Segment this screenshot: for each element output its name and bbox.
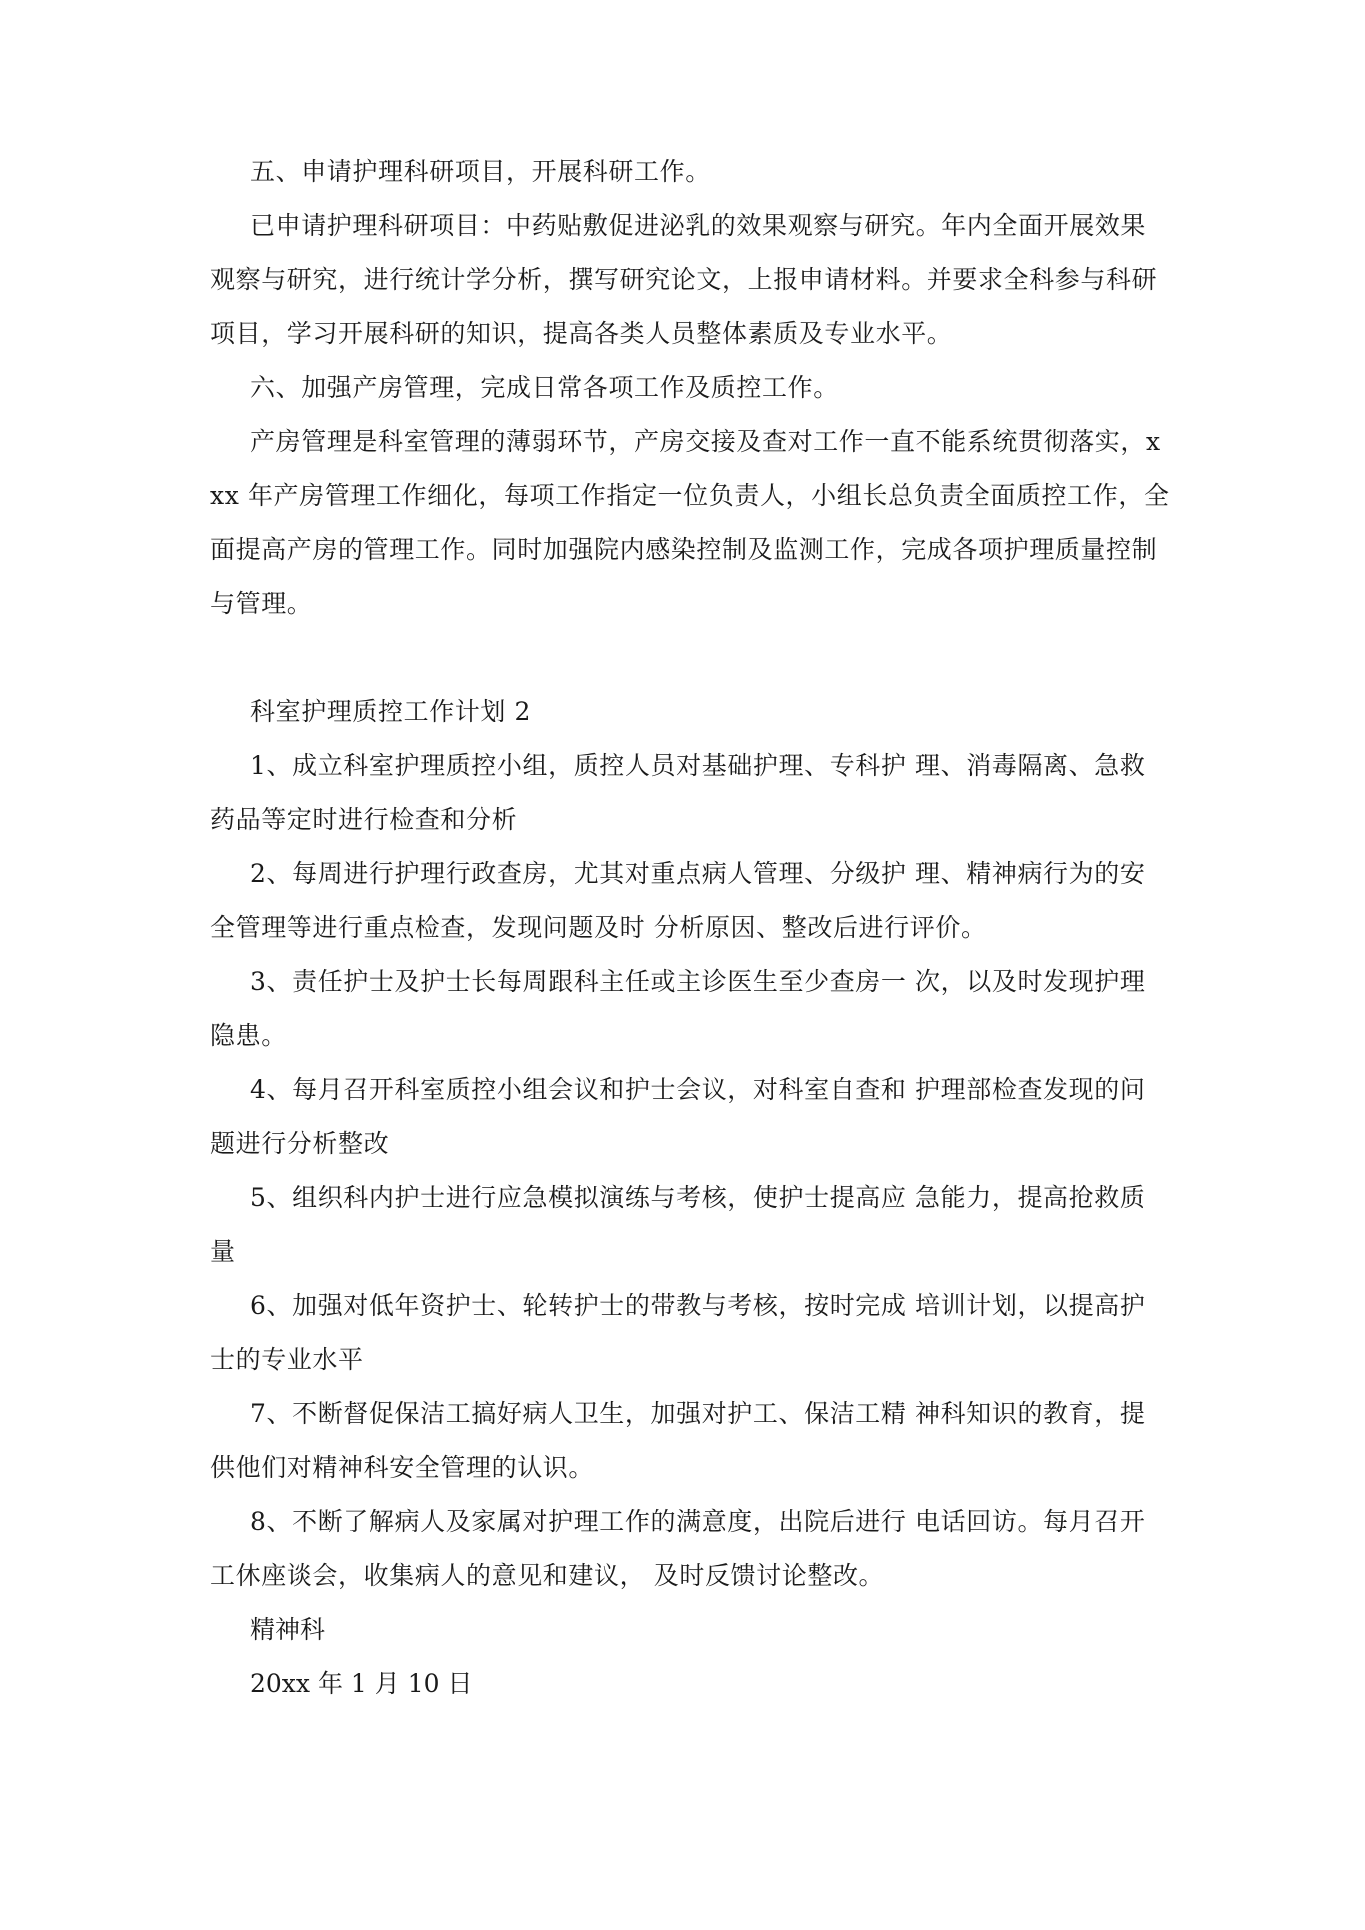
paragraph-research: 已申请护理科研项目：中药贴敷促进泌乳的效果观察与研究。年内全面开展效果观察与研究，进行统计学分析，撰写研究论文，上报申请材料。并要求全科参与科研项目，学习开展科研的知识，提高各类人员整体素质及专业水平。 xyxy=(210,211,1158,348)
paragraph-delivery-room: 产房管理是科室管理的薄弱环节，产房交接及查对工作一直不能系统贯彻落实，xxx 年产房管理工作细化，每项工作指定一位负责人，小组长总负责全面质控工作，全面提高产房的管理工作。同时加强院内感染控制及监测工作，完成各项护理质量控制与管理。 xyxy=(210,427,1170,618)
plan-item-3: 3、责任护士及护士长每周跟科主任或主诊医生至少查房一 次，以及时发现护理隐患。 xyxy=(210,967,1146,1050)
section-heading-5: 五、申请护理科研项目，开展科研工作。 xyxy=(250,157,711,186)
plan-item-1: 1、成立科室护理质控小组，质控人员对基础护理、专科护 理、消毒隔离、急救药品等定时进行检查和分析 xyxy=(210,751,1146,834)
plan-item-2: 2、每周进行护理行政查房，尤其对重点病人管理、分级护 理、精神病行为的安全管理等进行重点检查，发现问题及时 分析原因、整改后进行评价。 xyxy=(210,859,1146,942)
document-body xyxy=(210,145,1170,1711)
plan-item-8: 8、不断了解病人及家属对护理工作的满意度，出院后进行 电话回访。每月召开工休座谈会，收集病人的意见和建议， 及时反馈讨论整改。 xyxy=(210,1507,1146,1590)
document-date: 20xx 年 1 月 10 日 xyxy=(250,1669,473,1698)
department-signature: 精神科 xyxy=(250,1615,326,1644)
section-heading-6: 六、加强产房管理，完成日常各项工作及质控工作。 xyxy=(250,373,839,402)
plan-item-6: 6、加强对低年资护士、轮转护士的带教与考核，按时完成 培训计划，以提高护士的专业水平 xyxy=(210,1291,1146,1374)
plan-item-4: 4、每月召开科室质控小组会议和护士会议，对科室自查和 护理部检查发现的问题进行分析整改 xyxy=(210,1075,1146,1158)
plan-item-5: 5、组织科内护士进行应急模拟演练与考核，使护士提高应 急能力，提高抢救质量 xyxy=(210,1183,1146,1266)
plan-2-title: 科室护理质控工作计划 2 xyxy=(250,697,532,726)
plan-item-7: 7、不断督促保洁工搞好病人卫生，加强对护工、保洁工精 神科知识的教育，提供他们对精神科安全管理的认识。 xyxy=(210,1399,1146,1482)
plan-2-section xyxy=(210,685,1170,1711)
